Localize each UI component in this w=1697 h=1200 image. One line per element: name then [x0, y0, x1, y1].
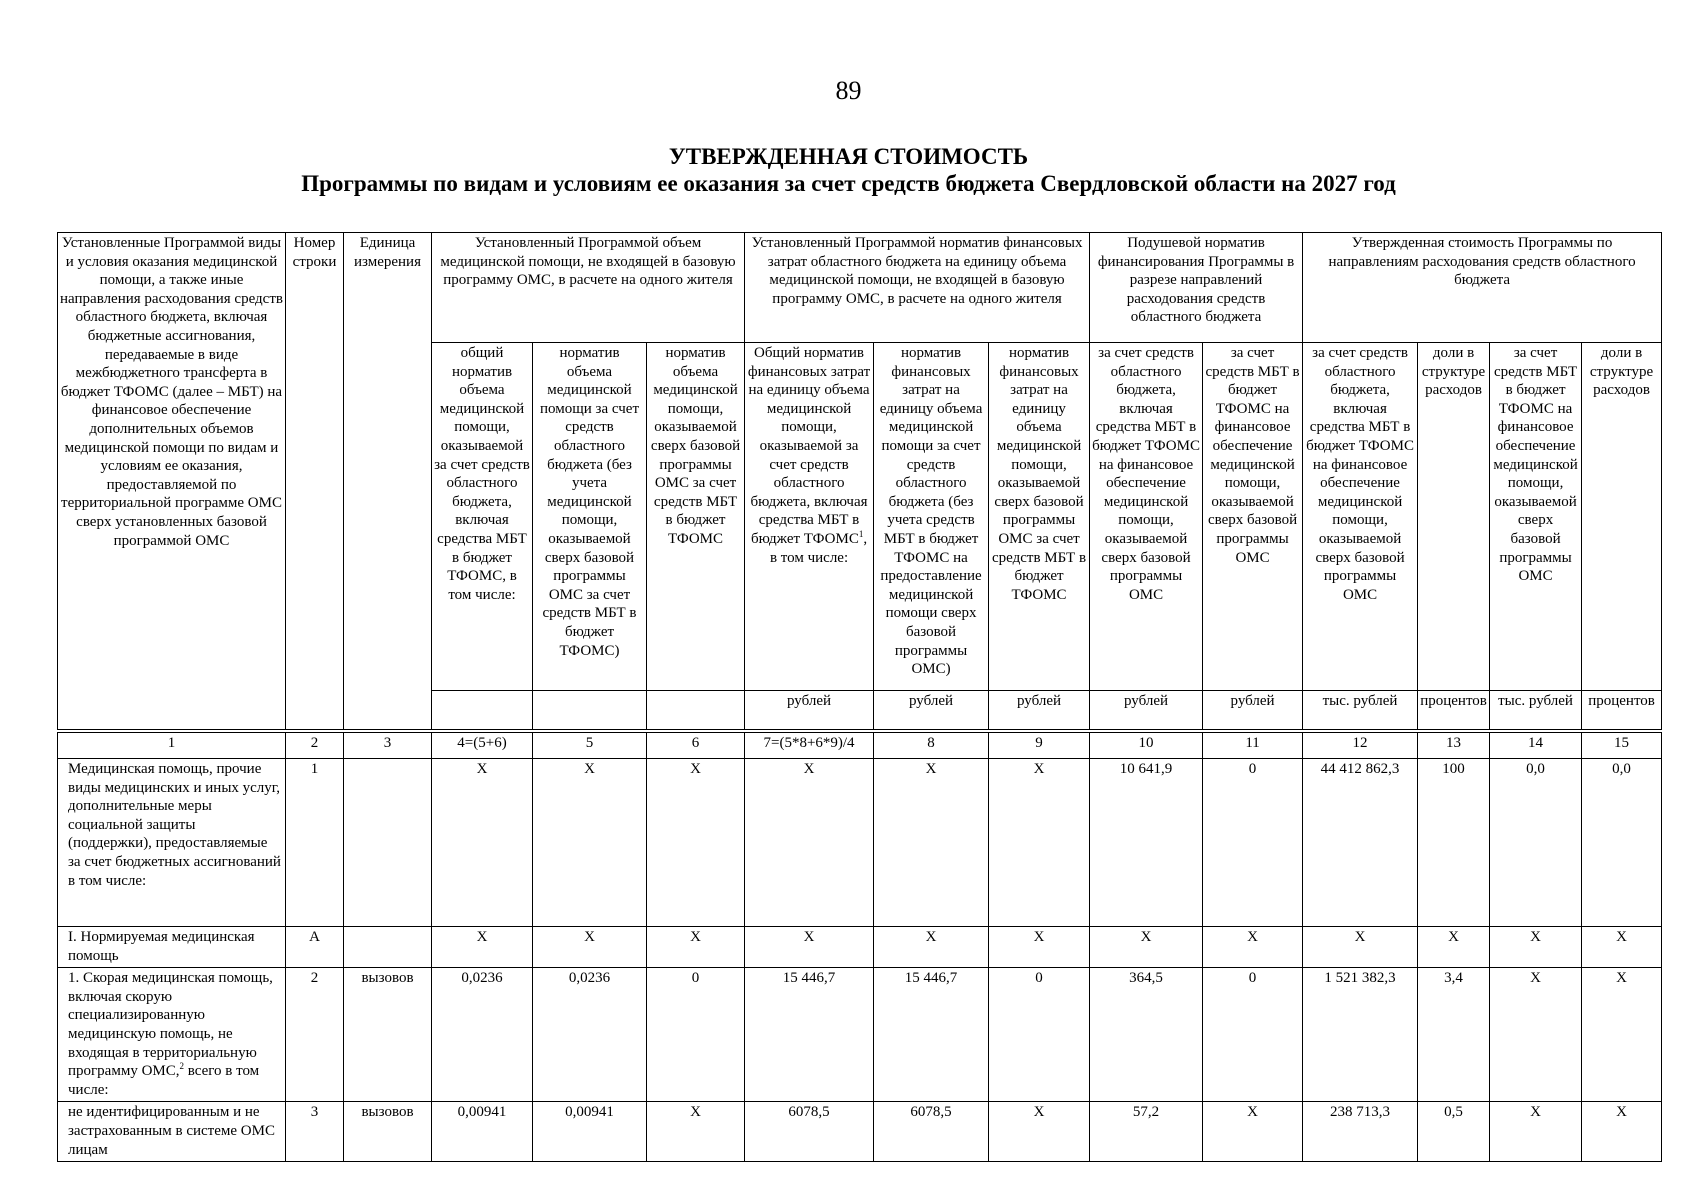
- header-col-11: за счет средств МБТ в бюджет ТФОМС на финансовое обеспечение медицинской помощи, оказываемой сверх базовой программы ОМС: [1203, 343, 1303, 691]
- table-cell: X: [533, 759, 647, 927]
- table-cell: X: [874, 759, 989, 927]
- table-row: [58, 968, 1662, 1102]
- unit-cell: процентов: [1418, 691, 1490, 730]
- table-cell: [344, 759, 432, 927]
- table-cell: X: [1490, 927, 1582, 968]
- header-col-15: доли в структуре расходов: [1582, 343, 1662, 691]
- cost-table: [57, 232, 1662, 1162]
- table-cell: 3,4: [1418, 968, 1490, 1102]
- table-cell: 15 446,7: [745, 968, 874, 1102]
- row-name: не идентифицированным и не застрахованным в системе ОМС лицам: [58, 1102, 286, 1162]
- column-number: 4=(5+6): [432, 733, 533, 759]
- table-cell: 10 641,9: [1090, 759, 1203, 927]
- row-name: Медицинская помощь, прочие виды медицинских и иных услуг, дополнительные меры социальной защиты (поддержки), предоставляемые за счет бюджетных ассигнований в том числе:: [58, 759, 286, 927]
- table-cell: X: [1490, 1102, 1582, 1162]
- table-cell: X: [1090, 927, 1203, 968]
- column-number: 2: [286, 733, 344, 759]
- table-cell: 6078,5: [874, 1102, 989, 1162]
- row-name: I. Нормируемая медицинская помощь: [58, 927, 286, 968]
- table-cell: вызовов: [344, 1102, 432, 1162]
- table-cell: X: [989, 759, 1090, 927]
- unit-cell: рублей: [1203, 691, 1303, 730]
- title-line-2: Программы по видам и условиям ее оказания за счет средств бюджета Свердловской области на 2027 год: [301, 171, 1396, 196]
- table-cell: X: [1418, 927, 1490, 968]
- table-cell: X: [874, 927, 989, 968]
- unit-cell: рублей: [874, 691, 989, 730]
- table-row: [58, 1102, 1662, 1162]
- table-cell: 2: [286, 968, 344, 1102]
- header-row-1: [58, 233, 1662, 343]
- table-cell: [344, 927, 432, 968]
- table-cell: X: [1203, 1102, 1303, 1162]
- unit-cell: рублей: [745, 691, 874, 730]
- table-row: [58, 759, 1662, 927]
- table-cell: 0,00941: [432, 1102, 533, 1162]
- header-col-9: норматив финансовых затрат на единицу объема медицинской помощи, оказываемой сверх базовой программы ОМС за счет средств МБТ в бюджет ТФОМС: [989, 343, 1090, 691]
- header-col-12: за счет средств областного бюджета, включая средства МБТ в бюджет ТФОМС на финансовое обеспечение медицинской помощи, оказываемой сверх базовой программы ОМС: [1303, 343, 1418, 691]
- column-number: 12: [1303, 733, 1418, 759]
- table-cell: 57,2: [1090, 1102, 1203, 1162]
- header-col-8: норматив финансовых затрат на единицу объема медицинской помощи за счет средств областного бюджета (без учета средств МБТ в бюджет ТФОМС на предоставление медицинской помощи сверх базовой программы ОМС): [874, 343, 989, 691]
- table-cell: 0,0: [1490, 759, 1582, 927]
- column-number: 10: [1090, 733, 1203, 759]
- unit-cell: тыс. рублей: [1490, 691, 1582, 730]
- table-cell: X: [745, 759, 874, 927]
- table-cell: 1 521 382,3: [1303, 968, 1418, 1102]
- table-cell: X: [1203, 927, 1303, 968]
- table-cell: X: [1303, 927, 1418, 968]
- table-cell: 364,5: [1090, 968, 1203, 1102]
- unit-cell: тыс. рублей: [1303, 691, 1418, 730]
- row-name: 1. Скорая медицинская помощь, включая скорую специализированную медицинскую помощь, не входящая в территориальную программу ОМС,$^2$ всего в том числе:: [58, 968, 286, 1102]
- header-col-1: Установленные Программой виды и условия оказания медицинской помощи, а также иные направления расходования средств областного бюджета, включая бюджетные ассигнования, передаваемые в виде межбюджетного трансферта в бюджет ТФОМС (далее – МБТ) на финансовое обеспечение дополнительных объемов медицинской помощи по видам и условиям ее оказания, предоставляемой по территориальной программе ОМС сверх установленных базовой программой ОМС: [58, 233, 286, 730]
- header-col-6: норматив объема медицинской помощи, оказываемой сверх базовой программы ОМС за счет средств МБТ в бюджет ТФОМС: [647, 343, 745, 691]
- table-cell: X: [1582, 927, 1662, 968]
- table-cell: вызовов: [344, 968, 432, 1102]
- table-cell: 0,0236: [533, 968, 647, 1102]
- unit-cell: процентов: [1582, 691, 1662, 730]
- table-cell: 0: [647, 968, 745, 1102]
- table-cell: 100: [1418, 759, 1490, 927]
- table-cell: 0,0: [1582, 759, 1662, 927]
- table-cell: X: [432, 927, 533, 968]
- column-number: 7=(5*8+6*9)/4: [745, 733, 874, 759]
- column-number: 15: [1582, 733, 1662, 759]
- table-cell: X: [989, 927, 1090, 968]
- column-number: 9: [989, 733, 1090, 759]
- table-cell: X: [989, 1102, 1090, 1162]
- unit-cell: [533, 691, 647, 730]
- column-number: 14: [1490, 733, 1582, 759]
- column-number: 11: [1203, 733, 1303, 759]
- table-cell: 0: [1203, 759, 1303, 927]
- table-cell: 0,0236: [432, 968, 533, 1102]
- header-col-13: доли в структуре расходов: [1418, 343, 1490, 691]
- header-col-10: за счет средств областного бюджета, включая средства МБТ в бюджет ТФОМС на финансовое обеспечение медицинской помощи, оказываемой сверх базовой программы ОМС: [1090, 343, 1203, 691]
- header-group-norm: Установленный Программой норматив финансовых затрат областного бюджета на единицу объема медицинской помощи, не входящей в базовую программу ОМС, в расчете на одного жителя: [745, 233, 1090, 343]
- table-row: [58, 927, 1662, 968]
- table-cell: X: [647, 927, 745, 968]
- title-line-1: УТВЕРЖДЕННАЯ СТОИМОСТЬ: [668, 144, 1029, 169]
- table-cell: 6078,5: [745, 1102, 874, 1162]
- header-col-7: Общий норматив финансовых затрат на единицу объема медицинской помощи, оказываемой за счет средств областного бюджета, включая средства МБТ в бюджет ТФОМС$^1$, в том числе:: [745, 343, 874, 691]
- table-cell: X: [647, 1102, 745, 1162]
- header-group-percapita: Подушевой норматив финансирования Программы в разрезе направлений расходования средств областного бюджета: [1090, 233, 1303, 343]
- table-cell: X: [1490, 968, 1582, 1102]
- table-cell: 0,5: [1418, 1102, 1490, 1162]
- header-col-2: Номер строки: [286, 233, 344, 730]
- table-cell: 238 713,3: [1303, 1102, 1418, 1162]
- table-cell: X: [432, 759, 533, 927]
- header-col-14: за счет средств МБТ в бюджет ТФОМС на финансовое обеспечение медицинской помощи, оказываемой сверх базовой программы ОМС: [1490, 343, 1582, 691]
- table-cell: 0: [989, 968, 1090, 1102]
- table-cell: 0,00941: [533, 1102, 647, 1162]
- table-cell: X: [533, 927, 647, 968]
- column-numbers-row: [58, 733, 1662, 759]
- document-title: [0, 143, 1697, 197]
- table-cell: X: [1582, 968, 1662, 1102]
- column-number: 1: [58, 733, 286, 759]
- page-number: 89: [835, 76, 862, 105]
- column-number: 3: [344, 733, 432, 759]
- unit-cell: рублей: [989, 691, 1090, 730]
- unit-cell: рублей: [1090, 691, 1203, 730]
- table-cell: А: [286, 927, 344, 968]
- column-number: 5: [533, 733, 647, 759]
- header-group-volume: Установленный Программой объем медицинской помощи, не входящей в базовую программу ОМС, в расчете на одного жителя: [432, 233, 745, 343]
- table-cell: 44 412 862,3: [1303, 759, 1418, 927]
- header-col-4: общий норматив объема медицинской помощи, оказываемой за счет средств областного бюджета, включая средства МБТ в бюджет ТФОМС, в том числе:: [432, 343, 533, 691]
- unit-cell: [647, 691, 745, 730]
- table-cell: 1: [286, 759, 344, 927]
- table-cell: 0: [1203, 968, 1303, 1102]
- header-col-5: норматив объема медицинской помощи за счет средств областного бюджета (без учета медицинской помощи, оказываемой сверх базовой программы ОМС за счет средств МБТ в бюджет ТФОМС): [533, 343, 647, 691]
- column-number: 13: [1418, 733, 1490, 759]
- table-cell: X: [647, 759, 745, 927]
- table-cell: 3: [286, 1102, 344, 1162]
- table-cell: X: [745, 927, 874, 968]
- column-number: 8: [874, 733, 989, 759]
- header-col-3: Единица измерения: [344, 233, 432, 730]
- column-number: 6: [647, 733, 745, 759]
- header-group-cost: Утвержденная стоимость Программы по направлениям расходования средств областного бюджета: [1303, 233, 1662, 343]
- table-cell: X: [1582, 1102, 1662, 1162]
- unit-cell: [432, 691, 533, 730]
- table-cell: 15 446,7: [874, 968, 989, 1102]
